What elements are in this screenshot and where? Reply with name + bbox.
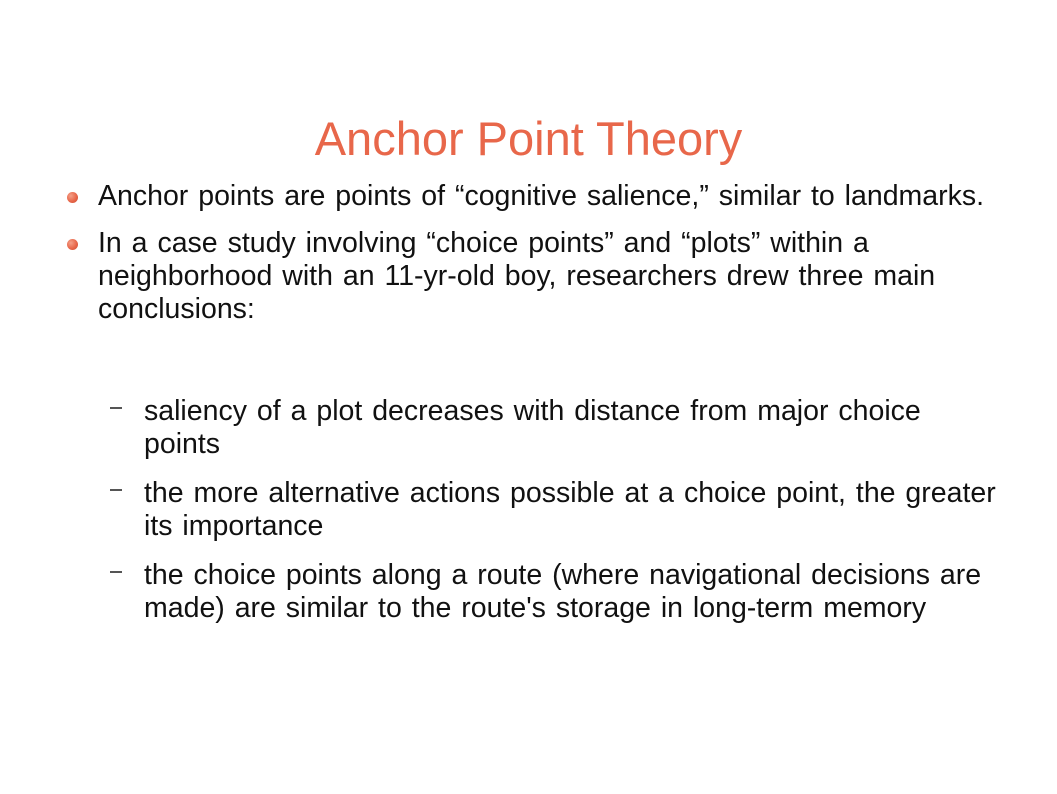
sub-bullet-item (106, 395, 1006, 461)
sub-bullet-text: the more alternative actions possible at a choice point, the greater its importance (144, 477, 996, 542)
sub-bullet-item (106, 559, 1006, 625)
dash-bullet-icon (110, 489, 122, 491)
sub-bullet-text: the choice points along a route (where navigational decisions are made) are similar to the route's storage in long-term memory (144, 559, 982, 624)
bullet-dot-icon (67, 192, 78, 203)
sub-bullet-text: saliency of a plot decreases with distance from major choice points (144, 395, 921, 460)
bullet-item (60, 227, 1010, 326)
sub-bullet-item (106, 477, 1006, 543)
bullet-item (60, 180, 1010, 213)
bullet-dot-icon (67, 239, 78, 250)
slide-title: Anchor Point Theory (314, 112, 743, 166)
bullet-text: Anchor points are points of “cognitive salience,” similar to landmarks. (98, 180, 985, 212)
dash-bullet-icon (110, 407, 122, 409)
sub-bullet-list (106, 395, 1006, 641)
dash-bullet-icon (110, 571, 122, 573)
bullet-text: In a case study involving “choice points” and “plots” within a neighborhood with an 11-yr-old boy, researchers drew three main conclusions: (98, 227, 936, 325)
bullet-list (60, 180, 1010, 340)
